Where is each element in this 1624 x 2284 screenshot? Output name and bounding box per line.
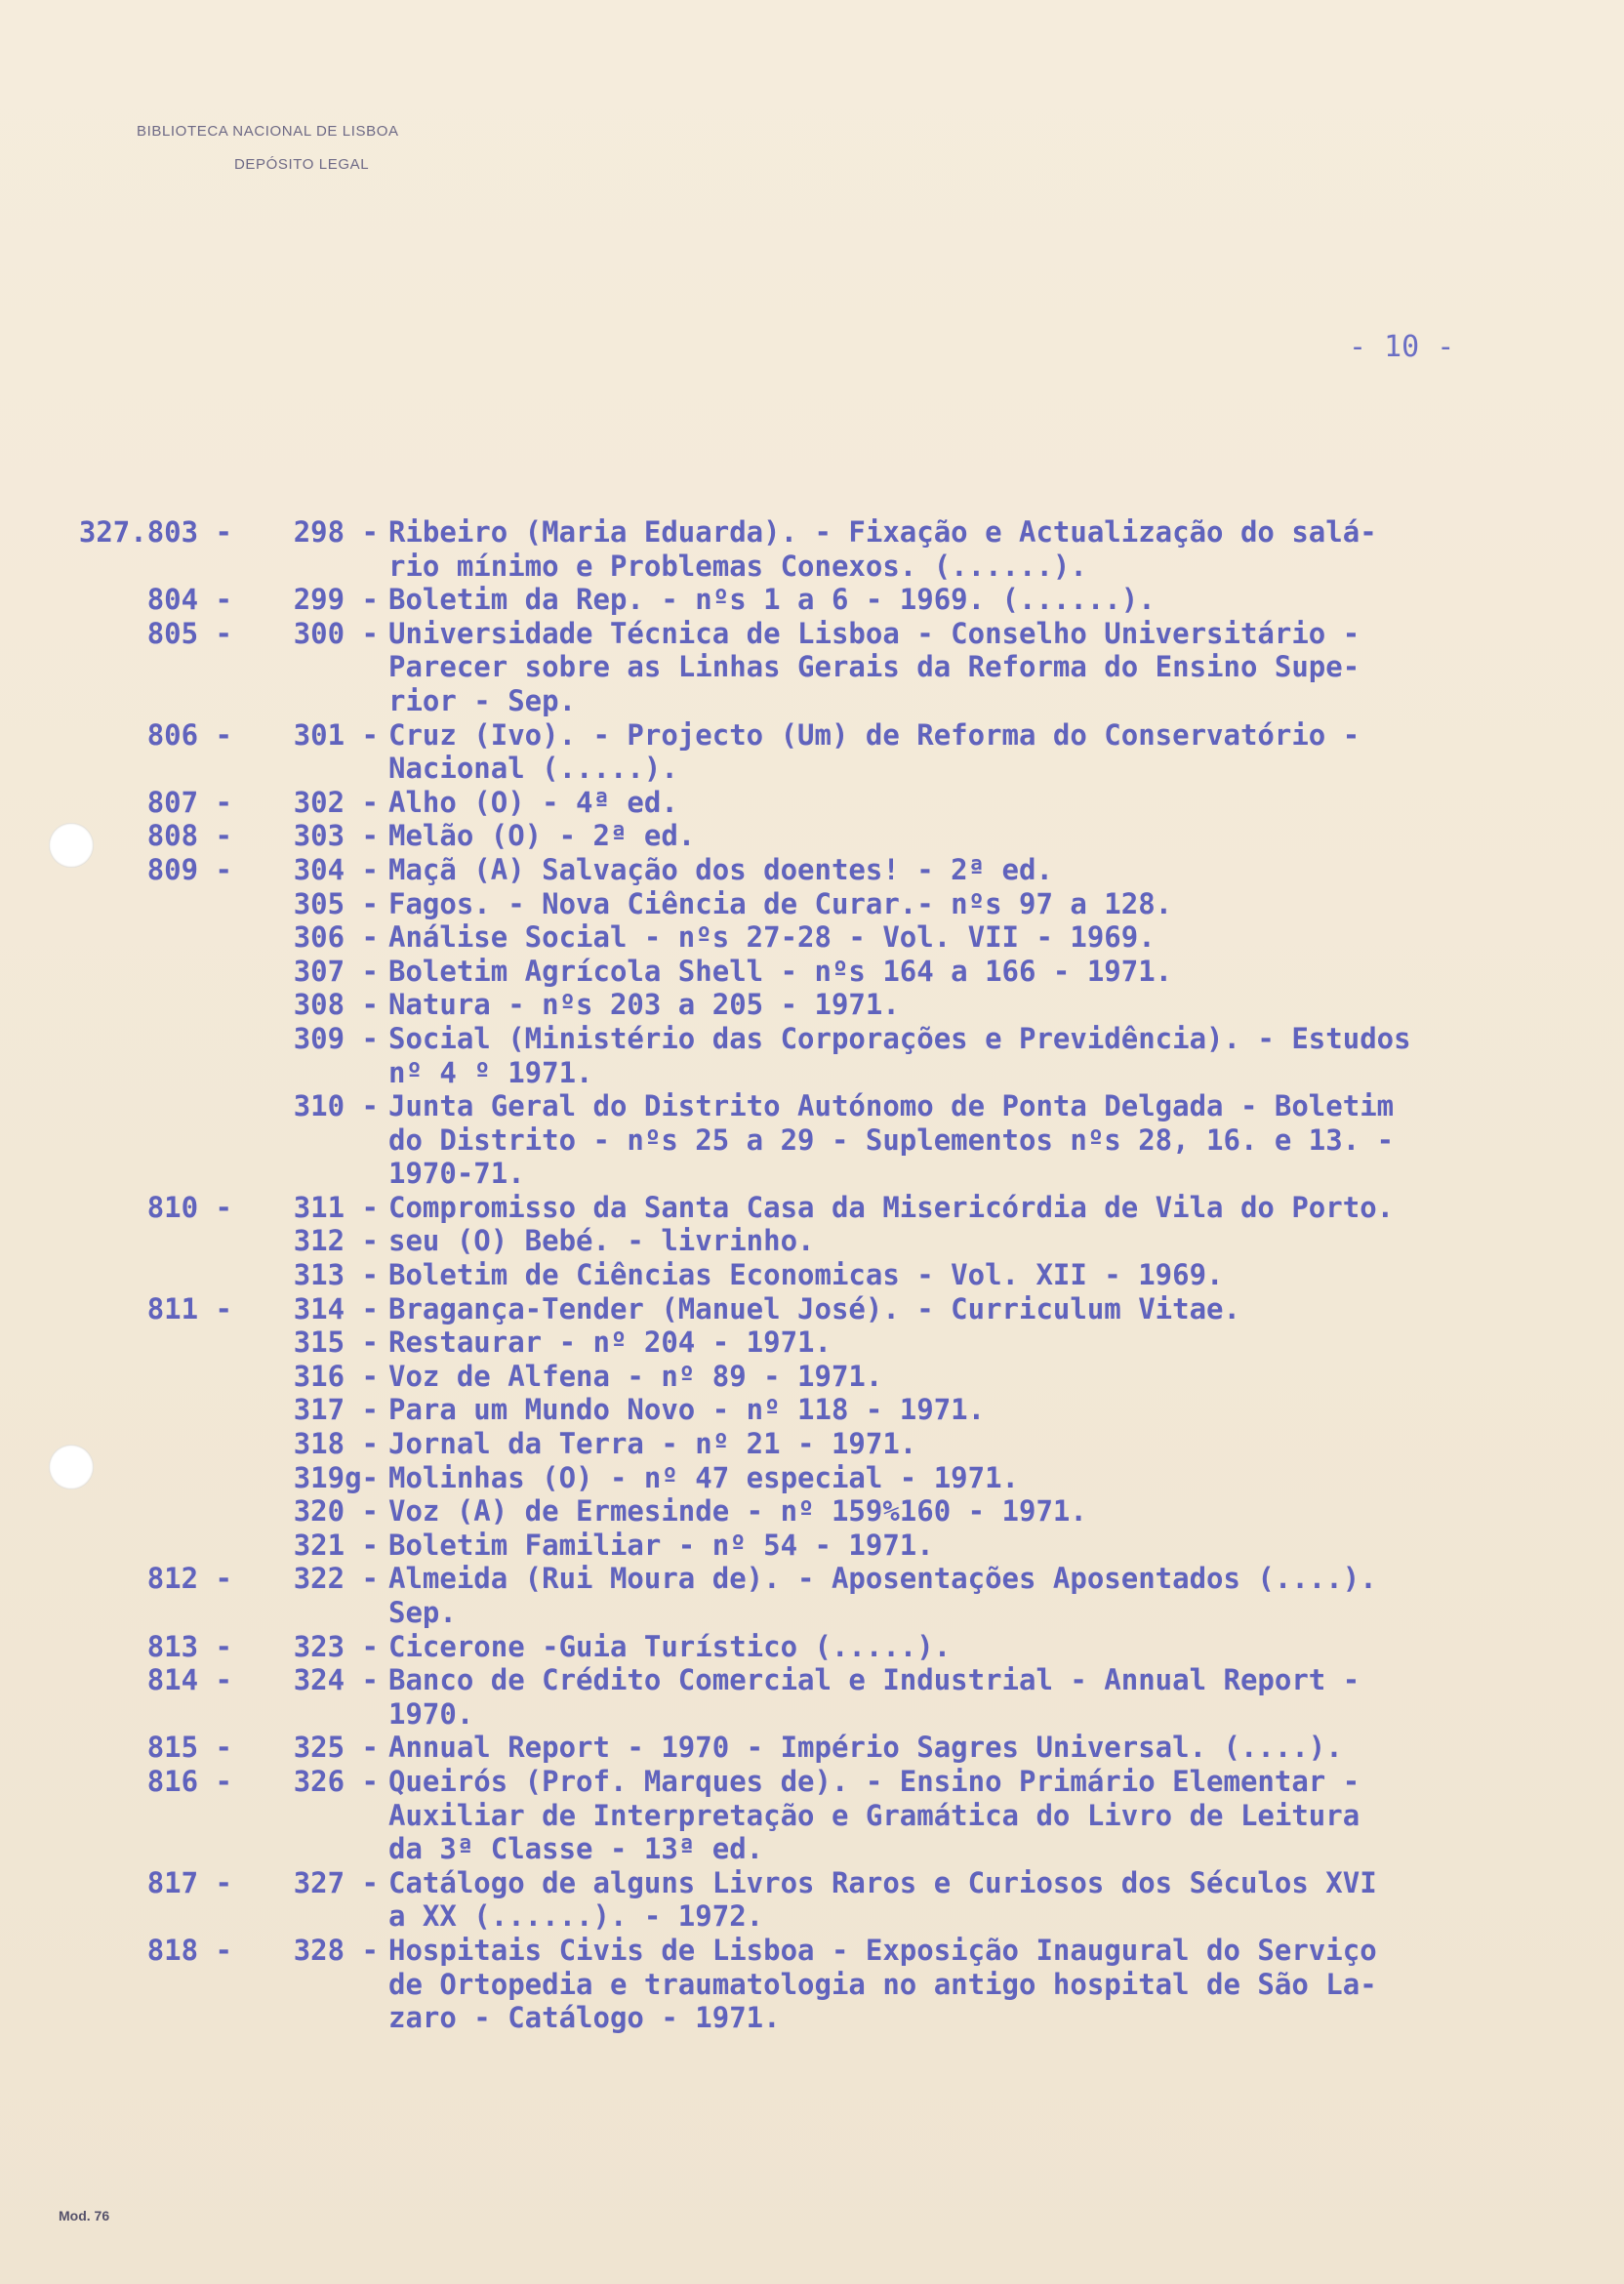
deposit-number: 812 - <box>146 1562 232 1596</box>
sequence-number: 301 - <box>293 717 379 752</box>
entry-line <box>0 1258 1624 1292</box>
sequence-number: 318 - <box>293 1427 379 1461</box>
deposit-number: 805 - <box>146 616 232 650</box>
sequence-number: 306 - <box>293 920 379 955</box>
sequence-number: 328 - <box>293 1933 379 1967</box>
sequence-number: 325 - <box>293 1731 379 1765</box>
entry-line <box>0 1393 1624 1427</box>
deposit-number: 817 - <box>146 1865 232 1899</box>
institution-name: BIBLIOTECA NACIONAL DE LISBOA <box>137 123 399 140</box>
entry-line <box>0 1292 1624 1326</box>
sequence-number: 327 - <box>293 1865 379 1899</box>
deposit-number: 809 - <box>146 852 232 886</box>
entry-text: de Ortopedia e traumatologia no antigo hospital de São La- <box>388 1967 1377 2001</box>
catalog-entry-list <box>0 515 1624 2035</box>
sequence-number: 311 - <box>293 1190 379 1224</box>
entry-text: Compromisso da Santa Casa da Misericórdia de Vila do Porto. <box>388 1190 1395 1224</box>
entry-line <box>0 1799 1624 1833</box>
entry-text: Maçã (A) Salvação dos doentes! - 2ª ed. <box>388 852 1053 886</box>
sequence-number: 305 - <box>293 886 379 920</box>
letterhead <box>137 123 399 173</box>
entry-text: Alho (O) - 4ª ed. <box>388 785 678 819</box>
deposit-number: 808 - <box>146 819 232 853</box>
entry-line <box>0 1899 1624 1934</box>
entry-text: Boletim da Rep. - nºs 1 a 6 - 1969. (......). <box>388 583 1156 617</box>
sequence-number: 320 - <box>293 1494 379 1529</box>
entry-text: Molinhas (O) - nº 47 especial - 1971. <box>388 1460 1020 1494</box>
entry-line <box>0 1765 1624 1799</box>
entry-text: Voz (A) de Ermesinde - nº 159%160 - 1971. <box>388 1494 1087 1529</box>
entry-line <box>0 1191 1624 1225</box>
entry-line <box>0 955 1624 989</box>
entry-text: Boletim Familiar - nº 54 - 1971. <box>388 1528 934 1562</box>
entry-text: Queirós (Prof. Marques de). - Ensino Primário Elementar - <box>388 1764 1360 1798</box>
entry-text: a XX (......). - 1972. <box>388 1899 764 1934</box>
sequence-number: 317 - <box>293 1393 379 1427</box>
entry-line <box>0 1968 1624 2002</box>
department-name: DEPÓSITO LEGAL <box>234 156 370 173</box>
sequence-number: 298 - <box>293 515 379 549</box>
entry-line <box>0 1089 1624 1123</box>
entry-line <box>0 1596 1624 1630</box>
entry-line <box>0 1022 1624 1056</box>
entry-line <box>0 515 1624 550</box>
entry-line <box>0 819 1624 853</box>
entry-line <box>0 1056 1624 1090</box>
entry-line <box>0 1529 1624 1563</box>
entry-line <box>0 1866 1624 1900</box>
entry-line <box>0 2001 1624 2035</box>
sequence-number: 308 - <box>293 988 379 1022</box>
entry-text: Para um Mundo Novo - nº 118 - 1971. <box>388 1393 986 1427</box>
entry-line <box>0 550 1624 584</box>
entry-text: Melão (O) - 2ª ed. <box>388 819 696 853</box>
deposit-number: 807 - <box>146 785 232 819</box>
sequence-number: 324 - <box>293 1663 379 1697</box>
entry-text: Parecer sobre as Linhas Gerais da Reforma do Ensino Supe- <box>388 650 1360 684</box>
sequence-number: 314 - <box>293 1291 379 1326</box>
entry-text: Voz de Alfena - nº 89 - 1971. <box>388 1359 883 1393</box>
deposit-number: 811 - <box>146 1291 232 1326</box>
sequence-number: 319g- <box>293 1460 379 1494</box>
entry-text: rior - Sep. <box>388 683 577 717</box>
entry-text: Restaurar - nº 204 - 1971. <box>388 1326 832 1360</box>
sequence-number: 299 - <box>293 583 379 617</box>
entry-line <box>0 1562 1624 1596</box>
deposit-number: 813 - <box>146 1629 232 1663</box>
entry-line <box>0 1494 1624 1529</box>
entry-line <box>0 718 1624 753</box>
entry-line <box>0 1360 1624 1394</box>
sequence-number: 302 - <box>293 785 379 819</box>
entry-text: Almeida (Rui Moura de). - Aposentações Aposentados (....). <box>388 1562 1377 1596</box>
entry-text: zaro - Catálogo - 1971. <box>388 2001 781 2035</box>
deposit-number: 810 - <box>146 1190 232 1224</box>
entry-line <box>0 684 1624 718</box>
entry-text: Fagos. - Nova Ciência de Curar.- nºs 97 a 128. <box>388 886 1173 920</box>
entry-line <box>0 920 1624 955</box>
sequence-number: 322 - <box>293 1562 379 1596</box>
entry-line <box>0 853 1624 887</box>
entry-text: 1970. <box>388 1696 474 1731</box>
entry-line <box>0 1934 1624 1968</box>
page-number: - 10 - <box>1349 330 1455 364</box>
deposit-number: 327.803 - <box>78 515 232 549</box>
deposit-number: 818 - <box>146 1933 232 1967</box>
entry-line <box>0 1157 1624 1191</box>
sequence-number: 316 - <box>293 1359 379 1393</box>
entry-text: Ribeiro (Maria Eduarda). - Fixação e Actualização do salá- <box>388 515 1377 549</box>
sequence-number: 304 - <box>293 852 379 886</box>
entry-text: Social (Ministério das Corporações e Previdência). - Estudos <box>388 1021 1411 1055</box>
entry-text: Bragança-Tender (Manuel José). - Curriculum Vitae. <box>388 1291 1240 1326</box>
entry-text: Universidade Técnica de Lisboa - Conselho Universitário - <box>388 616 1360 650</box>
form-model-label: Mod. 76 <box>59 2208 110 2223</box>
entry-text: Sep. <box>388 1596 457 1629</box>
entry-text: do Distrito - nºs 25 a 29 - Suplementos nºs 28, 16. e 13. - <box>388 1122 1395 1157</box>
sequence-number: 321 - <box>293 1528 379 1562</box>
entry-text: Boletim de Ciências Economicas - Vol. XII - 1969. <box>388 1258 1224 1292</box>
entry-text: Jornal da Terra - nº 21 - 1971. <box>388 1427 917 1461</box>
entry-line <box>0 1326 1624 1360</box>
entry-text: Cicerone -Guia Turístico (.....). <box>388 1629 952 1663</box>
sequence-number: 323 - <box>293 1629 379 1663</box>
entry-text: Boletim Agrícola Shell - nºs 164 a 166 - 1971. <box>388 954 1173 988</box>
entry-line <box>0 1461 1624 1495</box>
entry-text: Catálogo de alguns Livros Raros e Curiosos dos Séculos XVI <box>388 1865 1377 1899</box>
deposit-number: 804 - <box>146 583 232 617</box>
entry-line <box>0 1832 1624 1866</box>
deposit-number: 814 - <box>146 1663 232 1697</box>
deposit-number: 815 - <box>146 1731 232 1765</box>
entry-line <box>0 1224 1624 1258</box>
entry-line <box>0 650 1624 684</box>
entry-text: Cruz (Ivo). - Projecto (Um) de Reforma do Conservatório - <box>388 717 1360 752</box>
entry-text: rio mínimo e Problemas Conexos. (......). <box>388 549 1087 583</box>
entry-text: nº 4 º 1971. <box>388 1055 593 1089</box>
sequence-number: 307 - <box>293 954 379 988</box>
sequence-number: 310 - <box>293 1089 379 1123</box>
entry-text: Natura - nºs 203 a 205 - 1971. <box>388 988 900 1022</box>
entry-line <box>0 988 1624 1022</box>
sequence-number: 300 - <box>293 616 379 650</box>
entry-line <box>0 752 1624 786</box>
entry-line <box>0 1630 1624 1664</box>
entry-line <box>0 1663 1624 1697</box>
entry-text: 1970-71. <box>388 1157 525 1191</box>
entry-line <box>0 786 1624 820</box>
entry-line <box>0 1123 1624 1158</box>
entry-text: Auxiliar de Interpretação e Gramática do Livro de Leitura <box>388 1798 1360 1832</box>
entry-line <box>0 1731 1624 1765</box>
sequence-number: 309 - <box>293 1021 379 1055</box>
entry-text: Hospitais Civis de Lisboa - Exposição Inaugural do Serviço <box>388 1933 1377 1967</box>
entry-text: seu (O) Bebé. - livrinho. <box>388 1224 815 1258</box>
deposit-number: 806 - <box>146 717 232 752</box>
entry-text: da 3ª Classe - 13ª ed. <box>388 1832 764 1866</box>
entry-line <box>0 1427 1624 1461</box>
entry-text: Análise Social - nºs 27-28 - Vol. VII - 1969. <box>388 920 1156 955</box>
sequence-number: 326 - <box>293 1764 379 1798</box>
deposit-number: 816 - <box>146 1764 232 1798</box>
sequence-number: 312 - <box>293 1224 379 1258</box>
entry-line <box>0 617 1624 651</box>
entry-line <box>0 887 1624 921</box>
sequence-number: 313 - <box>293 1258 379 1292</box>
entry-text: Nacional (.....). <box>388 752 678 786</box>
entry-line <box>0 1697 1624 1732</box>
entry-text: Junta Geral do Distrito Autónomo de Ponta Delgada - Boletim <box>388 1089 1395 1123</box>
entry-line <box>0 583 1624 617</box>
entry-text: Annual Report - 1970 - Império Sagres Universal. (....). <box>388 1731 1343 1765</box>
sequence-number: 303 - <box>293 819 379 853</box>
sequence-number: 315 - <box>293 1326 379 1360</box>
entry-text: Banco de Crédito Comercial e Industrial - Annual Report - <box>388 1663 1360 1697</box>
